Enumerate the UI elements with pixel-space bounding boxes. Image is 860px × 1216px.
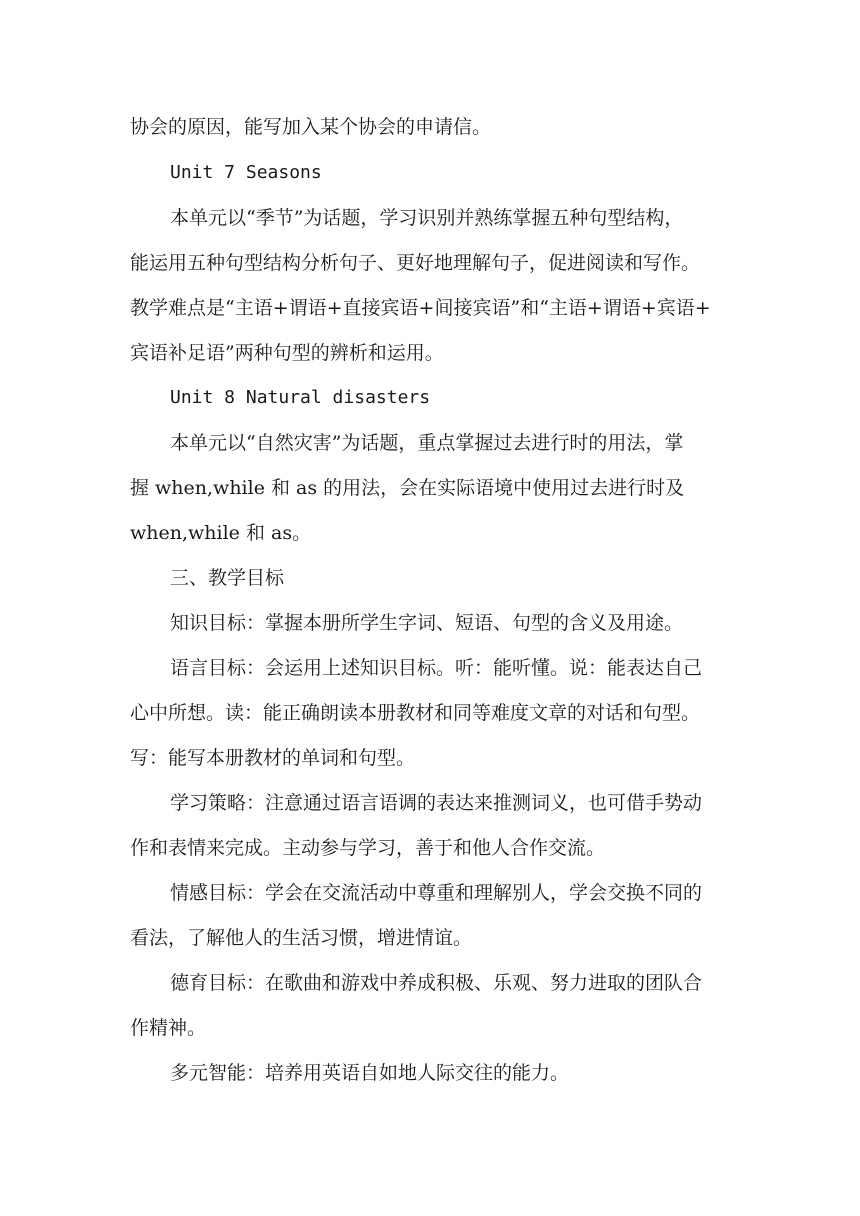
paragraph-line: 能运用五种句型结构分析句子、更好地理解句子，促进阅读和写作。 [130, 252, 701, 274]
paragraph-line: 作和表情来完成。主动参与学习，善于和他人合作交流。 [130, 837, 606, 859]
paragraph-line: 情感目标：学会在交流活动中尊重和理解别人，学会交换不同的 [170, 882, 703, 904]
paragraph-line: 作精神。 [130, 1017, 207, 1039]
paragraph-line: 写：能写本册教材的单词和句型。 [130, 747, 416, 769]
section-heading: 三、教学目标 [170, 567, 285, 589]
paragraph-line: 多元智能：培养用英语自如地人际交往的能力。 [170, 1062, 570, 1084]
paragraph-line: 本单元以“季节”为话题，学习识别并熟练掌握五种句型结构， [170, 207, 684, 229]
paragraph-line: 德育目标：在歌曲和游戏中养成积极、乐观、努力进取的团队合 [170, 972, 703, 994]
unit-7-heading: Unit 7 Seasons [170, 162, 322, 183]
paragraph-line: 学习策略：注意通过语言语调的表达来推测词义，也可借手势动 [170, 792, 703, 814]
paragraph-line: 语言目标：会运用上述知识目标。听：能听懂。说：能表达自己 [170, 657, 703, 679]
paragraph-line: 握 when,while 和 as 的用法，会在实际语境中使用过去进行时及 [130, 477, 685, 499]
paragraph-line: 协会的原因，能写加入某个协会的申请信。 [130, 116, 492, 138]
paragraph-line: 本单元以“自然灾害”为话题，重点掌握过去进行时的用法，掌 [170, 432, 684, 454]
paragraph-line: 心中所想。读：能正确朗读本册教材和同等难度文章的对话和句型。 [130, 702, 701, 724]
unit-8-heading: Unit 8 Natural disasters [170, 387, 431, 408]
paragraph-line: 宾语补足语”两种句型的辨析和运用。 [130, 342, 444, 364]
paragraph-line: 教学难点是“主语+谓语+直接宾语+间接宾语”和“主语+谓语+宾语+ [130, 297, 711, 319]
paragraph-line: when,while 和 as。 [130, 522, 312, 544]
paragraph-line: 知识目标：掌握本册所学生字词、短语、句型的含义及用途。 [170, 612, 684, 634]
paragraph-line: 看法，了解他人的生活习惯，增进情谊。 [130, 927, 473, 949]
